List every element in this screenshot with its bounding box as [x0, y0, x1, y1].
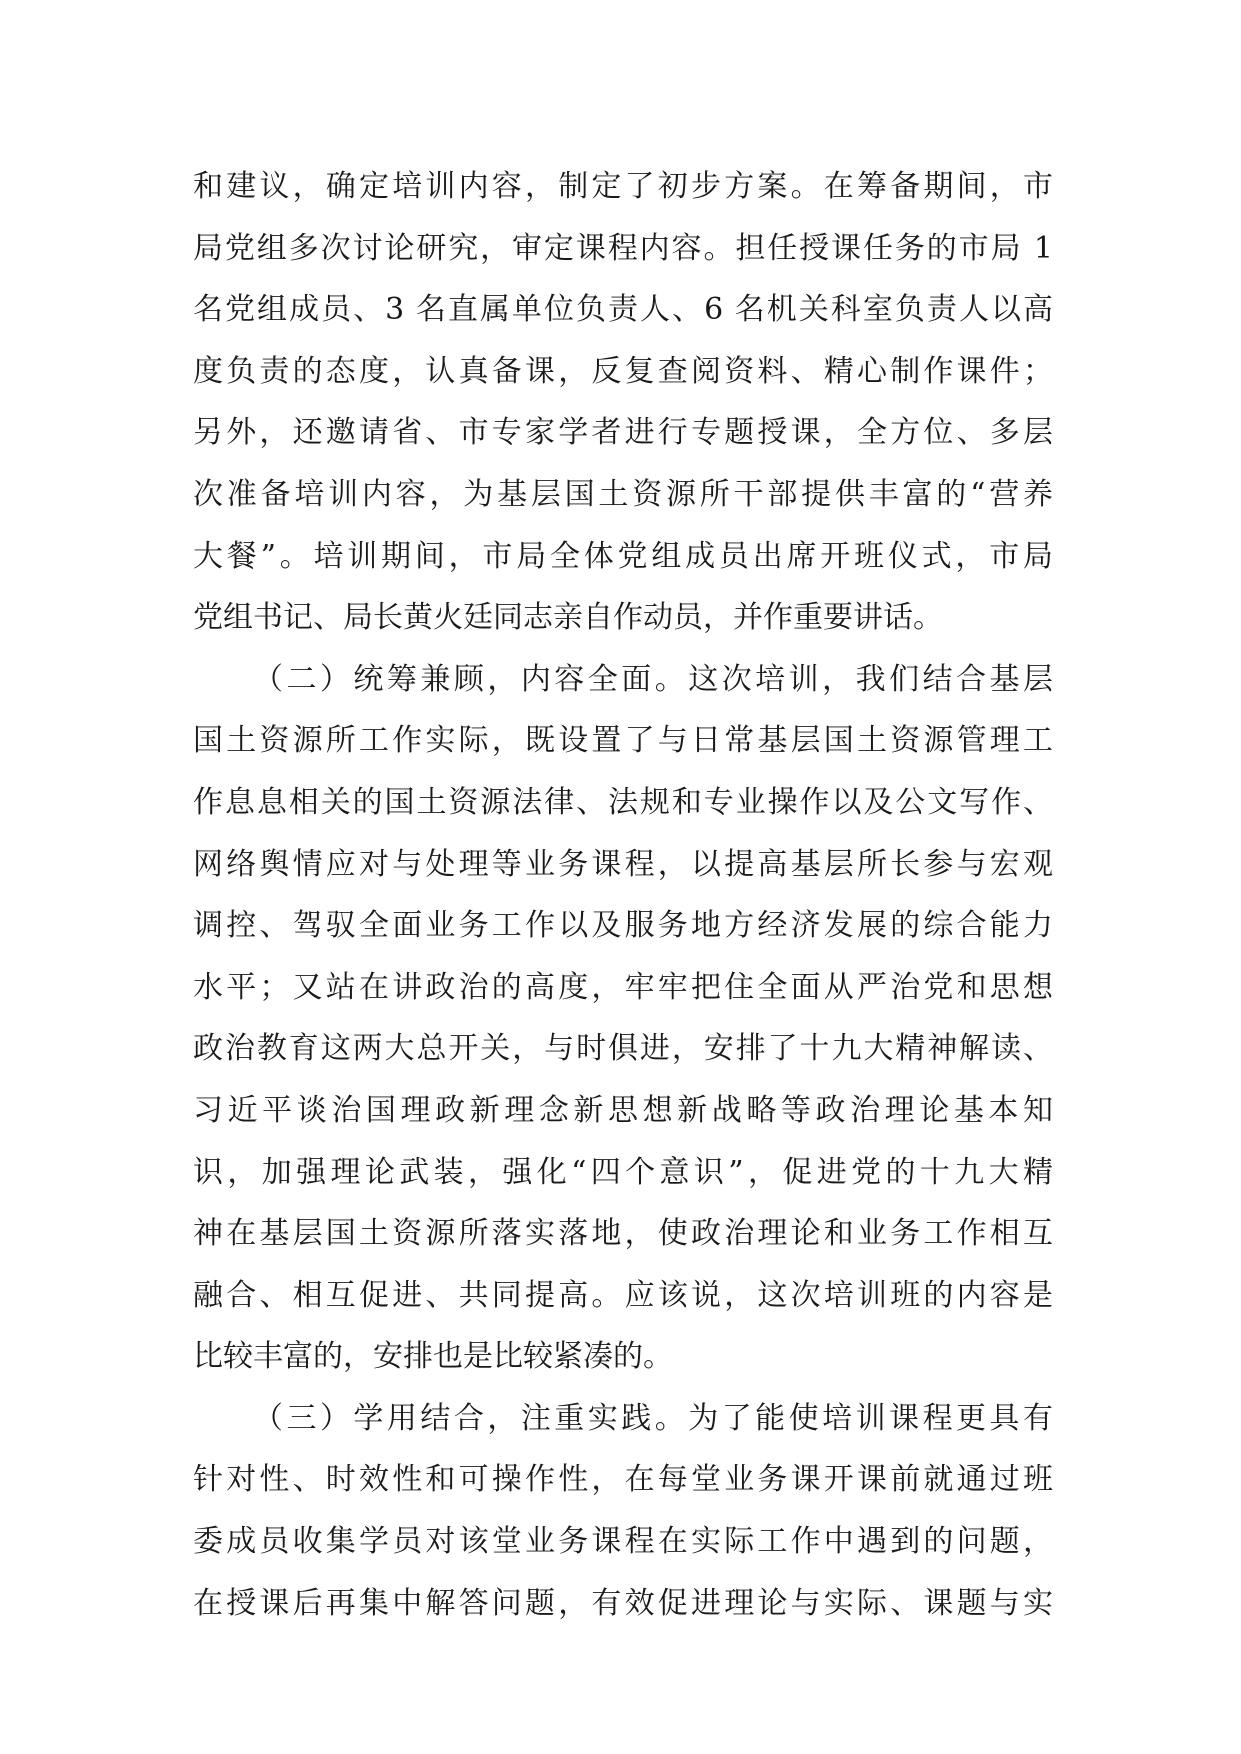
- paragraph-start-line: （三）学用结合，注重实践。为了能使培训课程更具有: [253, 1400, 1053, 1436]
- body-text: [193, 156, 1053, 1634]
- text-line: 网络舆情应对与处理等业务课程，以提高基层所长参与宏观: [193, 846, 1053, 882]
- text-line: 次准备培训内容，为基层国土资源所干部提供丰富的“营养: [193, 476, 1053, 512]
- text-line: 识，加强理论武装，强化“四个意识”，促进党的十九大精: [193, 1154, 1053, 1190]
- text-line: 局党组多次讨论研究，审定课程内容。担任授课任务的市局 1: [193, 230, 1053, 266]
- paragraph-start-line: （二）统筹兼顾，内容全面。这次培训，我们结合基层: [253, 661, 1053, 697]
- text-line: 作息息相关的国土资源法律、法规和专业操作以及公文写作、: [193, 784, 1053, 820]
- text-line: 神在基层国土资源所落实落地，使政治理论和业务工作相互: [193, 1216, 1053, 1252]
- text-line: 政治教育这两大总开关，与时俱进，安排了十九大精神解读、: [193, 1031, 1053, 1067]
- text-line: 在授课后再集中解答问题，有效促进理论与实际、课题与实: [193, 1585, 1053, 1621]
- text-line: 度负责的态度，认真备课，反复查阅资料、精心制作课件；: [193, 353, 1053, 389]
- text-line: 和建议，确定培训内容，制定了初步方案。在筹备期间，市: [193, 169, 1053, 204]
- text-line: 调控、驾驭全面业务工作以及服务地方经济发展的综合能力: [193, 908, 1053, 944]
- text-line: 融合、相互促进、共同提高。应该说，这次培训班的内容是: [193, 1277, 1053, 1313]
- text-line: 针对性、时效性和可操作性，在每堂业务课开课前就通过班: [193, 1462, 1053, 1498]
- text-line: 党组书记、局长黄火廷同志亲自作动员，并作重要讲话。: [193, 600, 943, 636]
- text-line: 国土资源所工作实际，既设置了与日常基层国土资源管理工: [193, 723, 1053, 759]
- text-line: 水平；又站在讲政治的高度，牢牢把住全面从严治党和思想: [193, 969, 1053, 1005]
- text-line: 大餐”。培训期间，市局全体党组成员出席开班仪式，市局: [193, 538, 1053, 574]
- text-line: 习近平谈治国理政新理念新思想新战略等政治理论基本知: [193, 1092, 1053, 1128]
- text-line: 比较丰富的，安排也是比较紧凑的。: [193, 1339, 673, 1375]
- text-line: 委成员收集学员对该堂业务课程在实际工作中遇到的问题，: [193, 1524, 1053, 1560]
- text-line: 名党组成员、3 名直属单位负责人、6 名机关科室负责人以高: [193, 292, 1053, 328]
- text-line: 另外，还邀请省、市专家学者进行专题授课，全方位、多层: [193, 415, 1053, 451]
